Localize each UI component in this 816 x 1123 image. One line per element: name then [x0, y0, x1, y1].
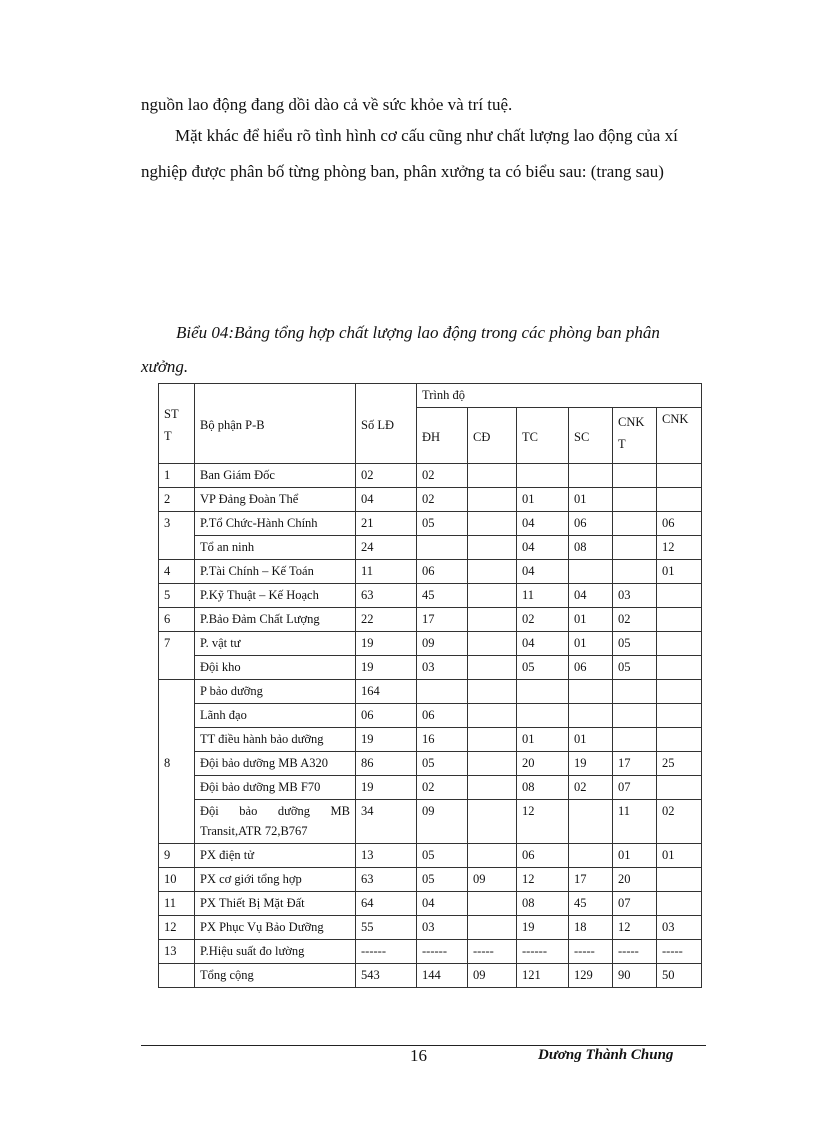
- table-row: [159, 632, 702, 656]
- cell-stt: 9: [159, 844, 195, 868]
- cell-dh: 04: [417, 892, 468, 916]
- cell-tc: 01: [517, 488, 569, 512]
- header-cd: CĐ: [468, 408, 517, 464]
- cell-sc: [569, 704, 613, 728]
- cell-sc: 18: [569, 916, 613, 940]
- table-row: [159, 844, 702, 868]
- cell-name: P. vật tư: [195, 632, 356, 656]
- header-dh: ĐH: [417, 408, 468, 464]
- cell-cnk: [657, 464, 702, 488]
- table-row: [159, 776, 702, 800]
- cell-dh: 03: [417, 656, 468, 680]
- table-row: [159, 704, 702, 728]
- table-caption-line-2: xưởng.: [141, 357, 189, 376]
- cell-name: P.Bảo Đảm Chất Lượng: [195, 608, 356, 632]
- cell-sc: 19: [569, 752, 613, 776]
- cell-dh: ------: [417, 940, 468, 964]
- cell-stt: [159, 964, 195, 988]
- cell-cnkt: [613, 512, 657, 536]
- cell-cnkt: [613, 704, 657, 728]
- cell-sc: 04: [569, 584, 613, 608]
- cell-so-ld: 13: [356, 844, 417, 868]
- cell-stt: 7: [159, 632, 195, 680]
- table-row: [159, 608, 702, 632]
- cell-cnkt: 12: [613, 916, 657, 940]
- table-row: [159, 488, 702, 512]
- cell-cnkt: [613, 728, 657, 752]
- cell-name: Đội bảo dưỡng MB A320: [195, 752, 356, 776]
- table-total-row: [159, 964, 702, 988]
- cell-dh: 16: [417, 728, 468, 752]
- cell-tc: 20: [517, 752, 569, 776]
- cell-cnk: 12: [657, 536, 702, 560]
- cell-sc: [569, 560, 613, 584]
- cell-name: Tổ an ninh: [195, 536, 356, 560]
- cell-so-ld: 19: [356, 728, 417, 752]
- cell-dh: 17: [417, 608, 468, 632]
- cell-cnkt: 20: [613, 868, 657, 892]
- footer-author: Dương Thành Chung: [538, 1047, 674, 1063]
- cell-sc: [569, 800, 613, 844]
- table-row: [159, 728, 702, 752]
- cell-cd: [468, 916, 517, 940]
- header-cnk: CNK: [657, 408, 702, 464]
- cell-sc: -----: [569, 940, 613, 964]
- cell-tc: [517, 680, 569, 704]
- cell-tc: 08: [517, 892, 569, 916]
- cell-name: P.Hiệu suất đo lường: [195, 940, 356, 964]
- cell-dh: 02: [417, 488, 468, 512]
- cell-tc: 08: [517, 776, 569, 800]
- cell-name: PX Phục Vụ Bảo Dưỡng: [195, 916, 356, 940]
- cell-so-ld: 86: [356, 752, 417, 776]
- cell-cd: [468, 560, 517, 584]
- cell-cd: [468, 728, 517, 752]
- table-row: [159, 656, 702, 680]
- cell-stt: 6: [159, 608, 195, 632]
- cell-dh: 02: [417, 464, 468, 488]
- cell-sc: 06: [569, 512, 613, 536]
- cell-dh: 05: [417, 512, 468, 536]
- cell-tc: 11: [517, 584, 569, 608]
- cell-so-ld: 19: [356, 776, 417, 800]
- table-row: [159, 868, 702, 892]
- table-row: [159, 892, 702, 916]
- cell-name: PX Thiết Bị Mặt Đất: [195, 892, 356, 916]
- cell-cnkt: 05: [613, 656, 657, 680]
- cell-cnkt: 03: [613, 584, 657, 608]
- cell-tc: 04: [517, 536, 569, 560]
- cell-dh: [417, 536, 468, 560]
- cell-so-ld: 164: [356, 680, 417, 704]
- cell-cnk: 06: [657, 512, 702, 536]
- cell-cnk: 03: [657, 916, 702, 940]
- cell-name: Đội kho: [195, 656, 356, 680]
- cell-dh: 144: [417, 964, 468, 988]
- cell-dh: 09: [417, 632, 468, 656]
- cell-sc: [569, 680, 613, 704]
- cell-stt: 10: [159, 868, 195, 892]
- cell-cnk: [657, 680, 702, 704]
- cell-tc: 02: [517, 608, 569, 632]
- cell-sc: 129: [569, 964, 613, 988]
- cell-name-line-2: Transit,ATR 72,B767: [200, 824, 308, 838]
- cell-name: VP Đảng Đoàn Thể: [195, 488, 356, 512]
- cell-cd: -----: [468, 940, 517, 964]
- cell-cd: [468, 584, 517, 608]
- cell-tc: 04: [517, 512, 569, 536]
- cell-cnk: [657, 776, 702, 800]
- cell-cnk: 50: [657, 964, 702, 988]
- cell-stt: 5: [159, 584, 195, 608]
- cell-dh: 05: [417, 844, 468, 868]
- cell-so-ld: 55: [356, 916, 417, 940]
- header-cnkt: CNK T: [613, 408, 657, 464]
- cell-cd: [468, 512, 517, 536]
- cell-dh: 06: [417, 560, 468, 584]
- table-row: [159, 800, 702, 844]
- header-tc: TC: [517, 408, 569, 464]
- cell-sc: 01: [569, 488, 613, 512]
- cell-name: PX cơ giới tổng hợp: [195, 868, 356, 892]
- cell-cd: [468, 656, 517, 680]
- cell-cnkt: [613, 464, 657, 488]
- table-row: [159, 940, 702, 964]
- cell-stt: 3: [159, 512, 195, 560]
- cell-cnk: [657, 632, 702, 656]
- paragraph-3: nghiệp được phân bố từng phòng ban, phân xưởng ta có biểu sau: (trang sau): [141, 162, 664, 181]
- cell-stt: 1: [159, 464, 195, 488]
- cell-name: P bảo dưỡng: [195, 680, 356, 704]
- cell-sc: 01: [569, 728, 613, 752]
- cell-sc: 06: [569, 656, 613, 680]
- table-caption-line-1: Biểu 04:Bảng tổng hợp chất lượng lao động trong các phòng ban phân: [176, 323, 660, 342]
- cell-tc: 12: [517, 868, 569, 892]
- cell-so-ld: 04: [356, 488, 417, 512]
- cell-sc: [569, 844, 613, 868]
- cell-so-ld: 19: [356, 632, 417, 656]
- cell-so-ld: 34: [356, 800, 417, 844]
- cell-dh: [417, 680, 468, 704]
- cell-name: Lãnh đạo: [195, 704, 356, 728]
- cell-cnkt: 02: [613, 608, 657, 632]
- cell-so-ld: 11: [356, 560, 417, 584]
- cell-cnk: 25: [657, 752, 702, 776]
- cell-cnkt: 11: [613, 800, 657, 844]
- cell-sc: 02: [569, 776, 613, 800]
- cell-tc: [517, 464, 569, 488]
- cell-cd: [468, 776, 517, 800]
- cell-so-ld: 543: [356, 964, 417, 988]
- cell-so-ld: 06: [356, 704, 417, 728]
- cell-cnk: [657, 868, 702, 892]
- cell-stt: 13: [159, 940, 195, 964]
- cell-cnk: [657, 488, 702, 512]
- table-row: [159, 512, 702, 536]
- paragraph-2: Mặt khác để hiểu rõ tình hình cơ cấu cũng như chất lượng lao động của xí: [175, 126, 678, 145]
- cell-cd: [468, 892, 517, 916]
- cell-tc: 12: [517, 800, 569, 844]
- cell-cnkt: 05: [613, 632, 657, 656]
- cell-name: P.Tài Chính – Kế Toán: [195, 560, 356, 584]
- cell-cnkt: [613, 560, 657, 584]
- cell-cd: [468, 488, 517, 512]
- cell-name: Ban Giám Đốc: [195, 464, 356, 488]
- header-stt: ST T: [159, 384, 195, 464]
- cell-tc: [517, 704, 569, 728]
- cell-cnk: -----: [657, 940, 702, 964]
- cell-cnk: [657, 728, 702, 752]
- cell-cd: [468, 608, 517, 632]
- cell-tc: 01: [517, 728, 569, 752]
- table-row: [159, 560, 702, 584]
- cell-dh: 09: [417, 800, 468, 844]
- cell-cd: [468, 680, 517, 704]
- cell-cnk: [657, 704, 702, 728]
- paragraph-1: nguồn lao động đang dồi dào cả về sức khỏe và trí tuệ.: [141, 95, 513, 114]
- cell-stt-group-8: 8: [159, 680, 195, 844]
- cell-name: P.Tổ Chức-Hành Chính: [195, 512, 356, 536]
- cell-stt: 12: [159, 916, 195, 940]
- cell-dh: 06: [417, 704, 468, 728]
- cell-tc: 04: [517, 632, 569, 656]
- cell-so-ld: 19: [356, 656, 417, 680]
- cell-cd: [468, 464, 517, 488]
- cell-tc: 121: [517, 964, 569, 988]
- cell-dh: 05: [417, 868, 468, 892]
- cell-cnkt: [613, 680, 657, 704]
- cell-name: PX điện tử: [195, 844, 356, 868]
- cell-so-ld: 22: [356, 608, 417, 632]
- header-so-ld: Số LĐ: [356, 384, 417, 464]
- header-bo-phan: Bộ phận P-B: [195, 384, 356, 464]
- cell-dh: 02: [417, 776, 468, 800]
- table-row: [159, 752, 702, 776]
- cell-so-ld: 02: [356, 464, 417, 488]
- labor-quality-table: [158, 383, 702, 988]
- cell-cnk: 01: [657, 560, 702, 584]
- cell-name: Đội bảo dưỡng MB F70: [195, 776, 356, 800]
- cell-stt: 11: [159, 892, 195, 916]
- cell-sc: 45: [569, 892, 613, 916]
- cell-dh: 45: [417, 584, 468, 608]
- cell-stt: 4: [159, 560, 195, 584]
- cell-tc: 19: [517, 916, 569, 940]
- cell-cd: [468, 844, 517, 868]
- page-number: 16: [410, 1046, 427, 1065]
- cell-name: Tổng cộng: [195, 964, 356, 988]
- cell-cnk: 01: [657, 844, 702, 868]
- cell-sc: 08: [569, 536, 613, 560]
- header-sc: SC: [569, 408, 613, 464]
- cell-so-ld: 64: [356, 892, 417, 916]
- cell-so-ld: 24: [356, 536, 417, 560]
- cell-cnkt: 07: [613, 892, 657, 916]
- cell-cnkt: -----: [613, 940, 657, 964]
- cell-cnkt: [613, 536, 657, 560]
- cell-so-ld: ------: [356, 940, 417, 964]
- table-row: [159, 916, 702, 940]
- cell-so-ld: 21: [356, 512, 417, 536]
- cell-cnk: [657, 608, 702, 632]
- cell-cd: 09: [468, 868, 517, 892]
- table-row: [159, 680, 702, 704]
- cell-so-ld: 63: [356, 584, 417, 608]
- cell-name: TT điều hành bảo dưỡng: [195, 728, 356, 752]
- header-trinh-do: Trình độ: [417, 384, 702, 408]
- cell-cnk: 02: [657, 800, 702, 844]
- header-row-1: [159, 384, 702, 408]
- cell-cnkt: 01: [613, 844, 657, 868]
- cell-cnkt: 07: [613, 776, 657, 800]
- cell-so-ld: 63: [356, 868, 417, 892]
- cell-cd: [468, 536, 517, 560]
- cell-dh: 03: [417, 916, 468, 940]
- cell-sc: 01: [569, 632, 613, 656]
- cell-cd: [468, 752, 517, 776]
- cell-name: [195, 800, 356, 844]
- cell-name-line-1: Đội bảo dưỡng MB: [200, 804, 350, 818]
- cell-dh: 05: [417, 752, 468, 776]
- cell-cnkt: 17: [613, 752, 657, 776]
- cell-cd: 09: [468, 964, 517, 988]
- cell-sc: 01: [569, 608, 613, 632]
- cell-stt: 2: [159, 488, 195, 512]
- cell-cnkt: [613, 488, 657, 512]
- cell-tc: 06: [517, 844, 569, 868]
- table-row: [159, 584, 702, 608]
- cell-tc: ------: [517, 940, 569, 964]
- cell-cd: [468, 800, 517, 844]
- cell-cnk: [657, 892, 702, 916]
- cell-tc: 05: [517, 656, 569, 680]
- cell-cd: [468, 704, 517, 728]
- table-row: [159, 536, 702, 560]
- cell-sc: 17: [569, 868, 613, 892]
- cell-cnk: [657, 584, 702, 608]
- cell-cnkt: 90: [613, 964, 657, 988]
- cell-name: P.Kỹ Thuật – Kế Hoạch: [195, 584, 356, 608]
- table-row: [159, 464, 702, 488]
- cell-cnk: [657, 656, 702, 680]
- cell-cd: [468, 632, 517, 656]
- cell-tc: 04: [517, 560, 569, 584]
- cell-sc: [569, 464, 613, 488]
